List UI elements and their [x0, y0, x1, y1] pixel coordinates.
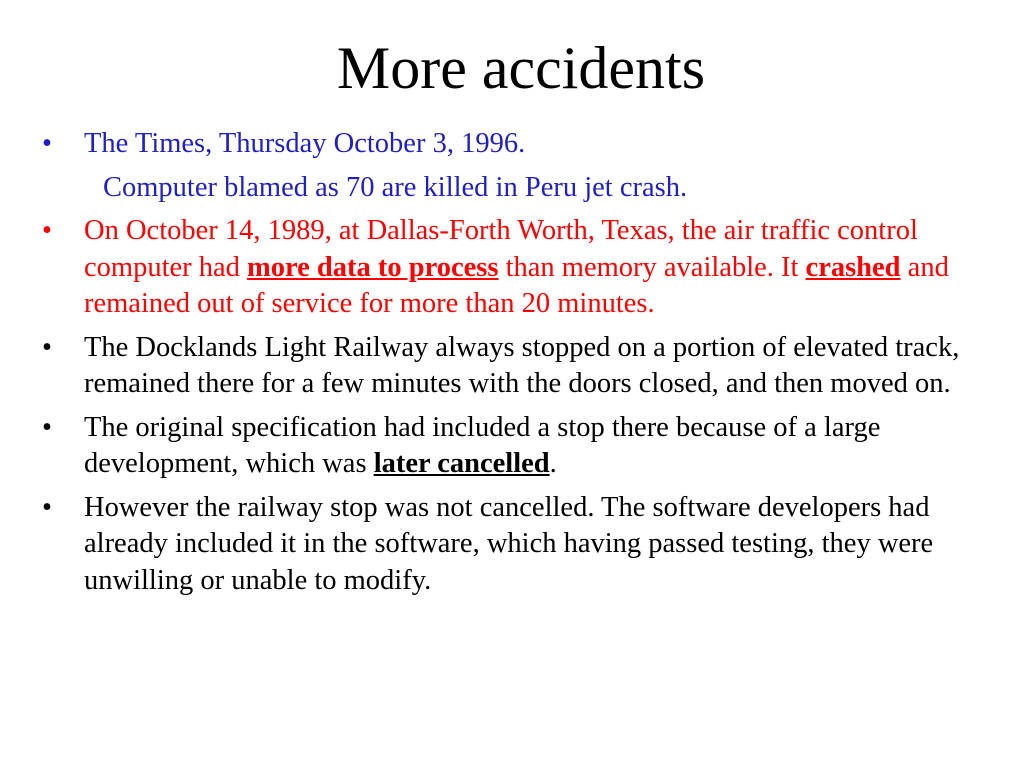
bullet-text: The Docklands Light Railway always stopped on a portion of elevated track, remained there for a few minutes with the doors closed, and then moved on. — [84, 331, 960, 399]
bullet-icon: • — [42, 331, 52, 363]
bullet-list — [36, 126, 986, 606]
bullet-item — [36, 126, 986, 163]
bullet-icon: • — [42, 215, 52, 246]
bullet-text-part: and remained out of service for more than 20 minutes. — [84, 251, 949, 319]
emphasized-text: more data to process — [247, 251, 499, 283]
sub-bullet-text: Computer blamed as 70 are killed in Peru jet crash. — [103, 171, 688, 203]
slide-title: More accidents — [336, 35, 706, 101]
bullet-text-part: The original specification had included a stop there because of a large development, which was — [84, 411, 881, 479]
bullet-text-part: On October 14, 1989, at Dallas-Forth Worth, Texas, the air traffic control computer had — [84, 215, 918, 283]
bullet-item — [36, 213, 986, 323]
bullet-item — [36, 490, 986, 600]
bullet-text: However the railway stop was not cancelled. The software developers had already included it in the software, which having passed testing, they were unwilling or unable to modify. — [84, 491, 934, 596]
bullet-icon: • — [42, 128, 52, 159]
emphasized-text: crashed — [805, 251, 901, 283]
bullet-item — [36, 410, 986, 483]
emphasized-text: later cancelled — [373, 448, 550, 479]
bullet-item — [36, 330, 986, 403]
bullet-text-part: than memory available. It — [498, 251, 806, 283]
bullet-icon: • — [42, 411, 52, 443]
bullet-text-part: . — [549, 448, 557, 479]
bullet-icon: • — [42, 491, 52, 523]
sub-bullet-item — [36, 170, 986, 207]
bullet-text: The Times, Thursday October 3, 1996. — [84, 128, 526, 159]
